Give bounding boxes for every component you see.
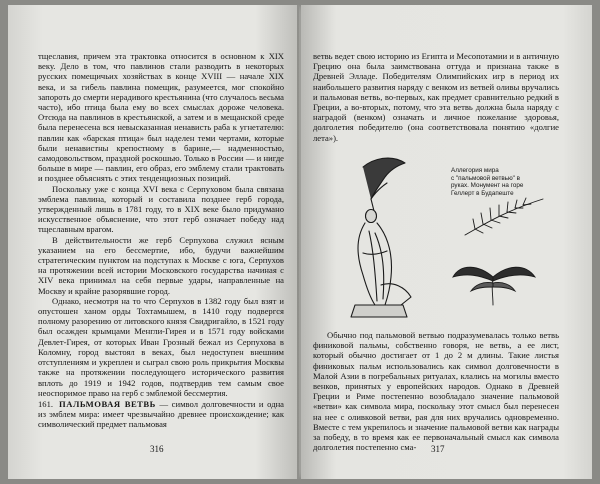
right-page	[301, 5, 592, 479]
figure-caption	[451, 167, 561, 197]
caption-line: Аллегория мира	[451, 167, 499, 174]
olive-branch-illustration	[449, 255, 539, 307]
book-spread	[8, 5, 592, 479]
paragraph: В действительности же герб Серпухова служил ясным указанием на его бессмертие, ибо, будучи важнейшим стратегическим пунктом на подступах к Москве с юга, Серпухов на протяжении всей истории Московского государства начиная с XIV века принимал на себя первые удары, направленные на Москву и крайне разорявшие город.	[38, 234, 284, 296]
page-number: 316	[150, 444, 164, 454]
caption-line: руках. Монумент на горе	[451, 182, 524, 190]
entry-number: 161.	[38, 399, 54, 409]
dictionary-entry	[38, 399, 284, 430]
paragraph: тщеславия, причем эта трактовка относится в основном к XIX веку. Дело в том, что павлинов стали разводить в некоторых русских помещичьих хозяйствах в конце XVIII — начале XIX века, и за гибель павлина помещик, разумеется, мог спокойно запороть до смерти нерадивого крестьянина (что случалось весьма часто), ибо птица была ему во всех смыслах дороже человека. Отсюда на павлинов в крестьянской, а затем и в мещанской среде была перенесена вся невысказанная ненависть раба к угнетателю: павлин как «барская птица» был наделен теми чертами, которые были ненавистны крепостному в барине,— надменностью, самодовольством, праздной роскошью. Только в России — и нигде больше в мире — павлин, его образ, его эмблему стали трактовать и позднее объяснять с этих тенденциозных позиций.	[38, 51, 284, 184]
right-page-body-top	[313, 51, 559, 143]
caption-line: с "пальмовой ветвью" в	[451, 174, 521, 182]
entry-text: — символ долговечности и одна из эмблем мира: имеет чрезвычайно древнее происхождение; как символический предмет пальмовая	[38, 399, 284, 430]
paragraph: ветвь ведет свою историю из Египта и Месопотамии и в античную Грецию она была заимствована оттуда и признана также в Древней Элладе. Победителям Олимпийских игр в период их наибольшего развития наряду с венком из ветвей оливы вручались и пальмовая ветвь, во-первых, как предмет сравнительно редкий в Греции, а во-вторых, потому, что эта ветвь должна была наряду с наградой (венком) означать и личное пожелание здоровья, долголетия победителю (она соответствовала понятию «долгие лета»).	[313, 51, 559, 143]
left-page-body	[38, 51, 284, 398]
right-page-body-bottom	[313, 330, 559, 452]
page-number: 317	[431, 444, 445, 454]
entry-paragraph	[38, 399, 284, 430]
caption-line: Геллерт в Будапеште	[451, 189, 514, 197]
paragraph: Однако, несмотря на то что Серпухов в 1382 году был взят и опустошен ханом орды Тохтамышем, в 1410 году подвергся полному разорению от литовского князя Свидригайло, в 1521 году был осажден крымцами Менгли-Гирея и в 1571 году войсками Девлет-Гирея, от которых Иван Грозный бежал из Серпухова в Коломну, город выстоял в веках, был недоступен внешним отступлениям и укреплен и сыграл свою роль прикрытия Москвы также на протяжении последующего исторического развития вплоть до 1919 и 1942 годов, подтвердив тем самым свое неоспоримое право на герб с эмблемой бессмертия.	[38, 295, 284, 398]
palm-frond-illustration	[461, 195, 547, 239]
paragraph: Обычно под пальмовой ветвью подразумевалась только ветвь финиковой пальмы, собственно говоря, не ветвь, а ее лист, который обычно достигает от 1 до 2 м длины. Такие листья финиковых пальм использовались как символ долговечности в Малой Азии в погребальных ритуалах, клались на могилы вместо венков, принятых у европейских народов. Однако в Древней Греции и Риме постепенно возобладало значение пальмовой «ветви» как символа мира, поскольку этот смысл был перенесен на нее с оливковой ветви, рая для них вручались одновременно. Вместе с тем укрепилось и значение пальмовой ветви как награды за победу, в то время как ее первоначальный смысл как символа долголетия постепенно сма-	[313, 330, 559, 453]
entry-headword: ПАЛЬМОВАЯ ВЕТВЬ	[59, 399, 156, 409]
left-page	[8, 5, 299, 479]
illustration	[341, 153, 561, 321]
paragraph: Поскольку уже с конца XVI века с Серпуховом была связана эмблема павлина, который и составила позднее герб города, утвержденный лишь в 1781 году, то в XIX веке было придумано искусственное объяснение, что этот герб означает победу над тщеславным врагом.	[38, 183, 284, 235]
